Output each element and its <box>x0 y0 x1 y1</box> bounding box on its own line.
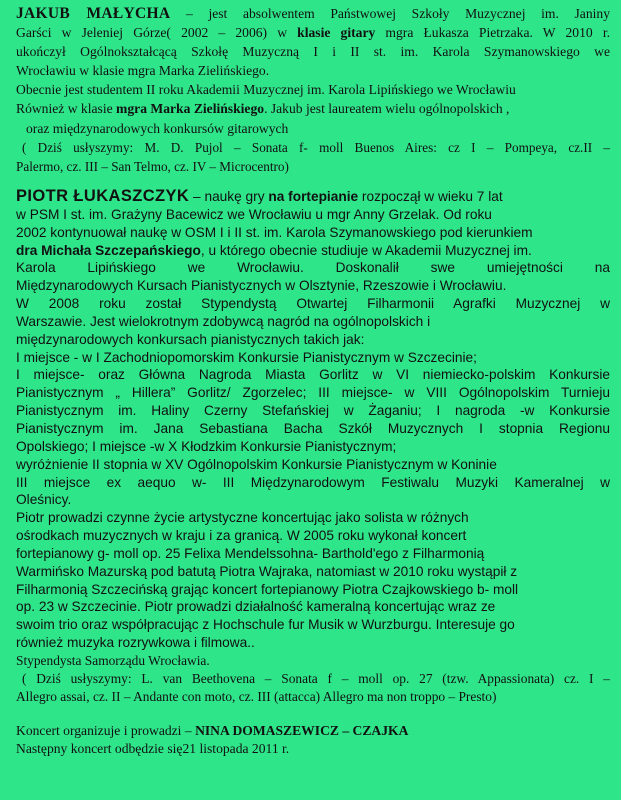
piotr-line-22: Warmińsko Mazurską pod batutą Piotra Wajraka, natomiast w 2010 roku wystąpił z <box>16 563 518 579</box>
piotr-line-23: Filharmonią Szczecińską grając koncert fortepianowy Piotra Czajkowskiego b- moll <box>16 581 519 597</box>
piotr-award-5: Pianistycznym im. Jana Sebastiana Bacha Szkół Muzycznych I stopnia Regionu <box>16 420 610 436</box>
piotr-award-7: wyróżnienie II stopnia w XV Ogólnopolskim Konkursie Pianistycznym w Koninie <box>16 456 497 472</box>
organizer-name: NINA DOMASZEWICZ – CZAJKA <box>195 723 409 738</box>
piotr-line-6: Międzynarodowych Kursach Pianistycznych w Olsztynie, Rzeszowie i Wrocławiu. <box>16 278 507 294</box>
piotr-line-1: PIOTR ŁUKASZCZYK – naukę gry na fortepianie rozpoczął w wieku 7 lat <box>16 187 503 205</box>
piotr-line-8: Warszawie. Jest wielokrotnym zdobywcą nagród na ogólnopolskich i <box>16 313 431 329</box>
piotr-line-2: w PSM I st. im. Grażyny Bacewicz we Wrocławiu u mgr Anny Grzelak. Od roku <box>16 206 492 222</box>
jakub-line-6: Również w klasie mgra Marka Zielińskiego. Jakub jest laureatem wielu ogólnopolskich , <box>16 101 510 117</box>
piotr-program-line-2: Allegro assai, cz. II – Andante con moto, cz. III (attacca) Allegro ma non troppo – Presto) <box>16 688 497 704</box>
bio-piotr-lukaszczyk <box>16 188 610 705</box>
teacher-name-piotr: dra Michała Szczepańskiego <box>16 242 201 258</box>
instrument-piano: na fortepianie <box>268 189 359 204</box>
piotr-line-7: W 2008 roku został Stypendystą Otwartej Filharmonii Agrafki Muzycznej w <box>16 296 610 312</box>
jakub-line-7: oraz międzynarodowych konkursów gitarowych <box>26 120 289 136</box>
piotr-line-20: ośrodkach muzycznych w kraju i za granicą. W 2005 roku wykonał koncert <box>16 528 467 544</box>
piotr-award-3: Pianistycznym „ Hillera” Gorlitz/ Zgorzelec; III miejsce- w VIII Ogólnopolskim Turnieju <box>16 385 610 401</box>
piotr-program-line-1: ( Dziś usłyszymy: L. van Beethovena – Sonata f – moll op. 27 (tzw. Appassionata) cz. I – <box>22 670 610 686</box>
piotr-scholarship: Stypendysta Samorządu Wrocławia. <box>16 652 210 668</box>
piotr-line-25: swoim trio oraz współpracując z Hochschule fur Musik w Wurzburgu. Interesuje go <box>16 617 515 633</box>
piotr-line-9: międzynarodowych konkursach pianistycznych takich jak: <box>16 331 365 347</box>
jakub-program-line-2: Palermo, cz. III – San Telmo, cz. IV – Microcentro) <box>16 158 289 174</box>
piotr-line-3: 2002 kontynuował naukę w OSM I i II st. im. Karola Szymanowskiego pod kierunkiem <box>16 224 533 240</box>
teacher-name: mgra Marka Zielińskiego <box>116 101 265 117</box>
jakub-line-3: ukończył Ogólnokształcącą Szkołę Muzyczną I i II st. im. Karola Szymanowskiego we <box>16 44 610 60</box>
piotr-line-19: Piotr prowadzi czynne życie artystyczne koncertując jako solista w różnych <box>16 510 469 526</box>
jakub-line-1: JAKUB MAŁYCHA – jest absolwentem Państwowej Szkoły Muzycznej im. Janiny <box>16 5 610 22</box>
piotr-award-8: III miejsce ex aequo w- III Międzynarodowym Festiwalu Muzyki Kameralnej w <box>16 474 610 490</box>
concert-footer <box>16 722 610 758</box>
next-concert-line: Następny koncert odbędzie się21 listopada 2011 r. <box>16 741 290 756</box>
piotr-line-24: op. 23 w Szczecinie. Piotr prowadzi działalność kameralną koncertując wraz ze <box>16 599 496 615</box>
piotr-award-9: Oleśnicy. <box>16 492 72 508</box>
jakub-line-2: Garści w Jeleniej Górze( 2002 – 2006) w klasie gitary mgra Łukasza Pietrzaka. W 2010 r. <box>16 25 610 41</box>
jakub-program-line-1: ( Dziś usłyszymy: M. D. Pujol – Sonata f- moll Buenos Aires: cz I – Pompeya, cz.II – <box>22 139 610 155</box>
jakub-line-4: Wrocławiu w klasie mgra Marka Zielińskiego. <box>16 63 270 79</box>
bio-jakub-malycha <box>16 4 610 176</box>
piotr-line-21: fortepianowy g- moll op. 25 Felixa Mendelssohna- Barthold'ego z Filharmonią <box>16 545 485 561</box>
piotr-award-6: Opolskiego; I miejsce -w X Kłodzkim Konkursie Pianistycznym; <box>16 438 397 454</box>
piotr-line-4: dra Michała Szczepańskiego, u którego obecnie studiuje w Akademii Muzycznej im. <box>16 242 532 258</box>
piotr-award-2: I miejsce- oraz Główna Nagroda Miasta Gorlitz w VI niemiecko-polskim Konkursie <box>16 367 610 383</box>
organizer-line: Koncert organizuje i prowadzi – NINA DOMASZEWICZ – CZAJKA <box>16 723 409 738</box>
performer-name-piotr: PIOTR ŁUKASZCZYK <box>16 187 190 205</box>
piotr-line-5: Karola Lipińskiego we Wrocławiu. Doskonalił swe umiejętności na <box>16 260 610 276</box>
performer-name-jakub: JAKUB MAŁYCHA <box>16 5 171 22</box>
piotr-award-4: Pianistycznym im. Haliny Czerny Stefańskiej w Żaganiu; I nagroda -w Konkursie <box>16 403 610 419</box>
piotr-award-1: I miejsce - w I Zachodniopomorskim Konkursie Pianistycznym w Szczecinie; <box>16 349 477 365</box>
jakub-line-5: Obecnie jest studentem II roku Akademii Muzycznej im. Karola Lipińskiego we Wrocławiu <box>16 82 516 98</box>
piotr-line-26: również muzyka rozrywkowa i filmowa.. <box>16 635 255 651</box>
instrument-guitar: klasie gitary <box>297 25 376 41</box>
